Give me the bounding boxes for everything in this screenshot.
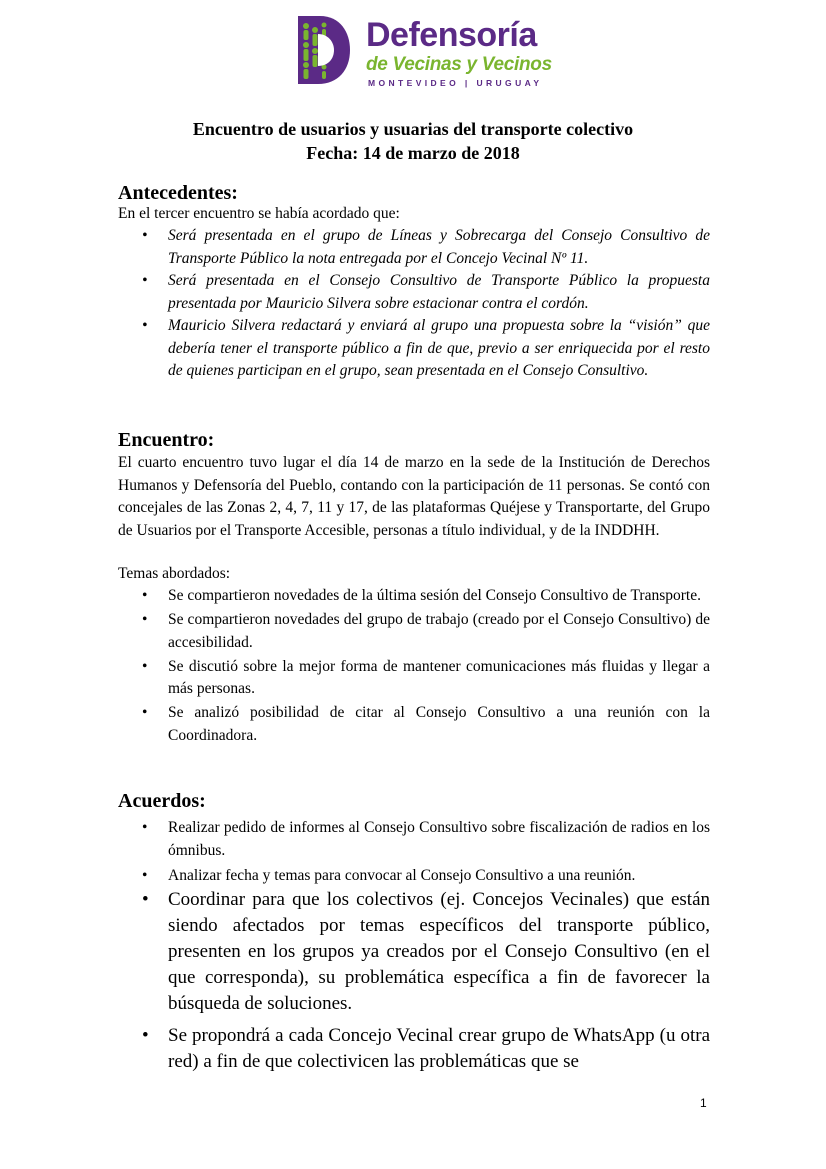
list-item: • Se compartieron novedades de la última sesión del Consejo Consultivo de Transporte. xyxy=(118,585,710,608)
defensoria-d-logo-icon xyxy=(294,12,352,88)
acuerdos-heading: Acuerdos: xyxy=(118,790,206,812)
logo-title: Defensoría xyxy=(366,16,537,54)
encuentro-paragraph: El cuarto encuentro tuvo lugar el día 14 de marzo en la sede de la Institución de Derechos Humanos y Defensoría del Pueblo, contando con la participación de 11 personas. Se contó con concejales de las Zonas 2, 4, 7, 11 y 17, de las plataformas Quéjese y Transportarte, del Grupo de Usuarios por el Transporte Accesible, personas a título individual, y de la INDDHH. xyxy=(118,454,710,539)
acuerdos-list-large xyxy=(118,887,710,1081)
antecedentes-list xyxy=(118,225,710,383)
list-item: • Se analizó posibilidad de citar al Consejo Consultivo a una reunión con la Coordinadora. xyxy=(118,702,710,747)
logo-city: MONTEVIDEO | URUGUAY xyxy=(368,78,543,88)
document-date: Fecha: 14 de marzo de 2018 xyxy=(306,143,520,163)
list-item: • Se propondrá a cada Concejo Vecinal crear grupo de WhatsApp (u otra red) a fin de que colectivicen las problemáticas que se xyxy=(118,1023,710,1075)
acuerdos-list-small xyxy=(118,817,710,891)
list-item: • Mauricio Silvera redactará y enviará al grupo una propuesta sobre la “visión” que debería tener el transporte público a fin de que, previo a ser enriquecida por el resto de quienes participan en el grupo, sean presentada en el Consejo Consultivo. xyxy=(118,315,710,383)
topics-list xyxy=(118,585,710,749)
antecedentes-heading: Antecedentes: xyxy=(118,182,238,204)
antecedentes-intro: En el tercer encuentro se había acordado que: xyxy=(118,205,400,222)
document-title: Encuentro de usuarios y usuarias del transporte colectivo xyxy=(192,119,634,139)
encuentro-heading: Encuentro: xyxy=(118,429,215,451)
page-number: 1 xyxy=(700,1096,707,1110)
list-item: • Se discutió sobre la mejor forma de mantener comunicaciones más fluidas y llegar a más personas. xyxy=(118,656,710,701)
list-item: • Se compartieron novedades del grupo de trabajo (creado por el Consejo Consultivo) de accesibilidad. xyxy=(118,609,710,654)
organization-logo xyxy=(294,12,556,90)
logo-subtitle: de Vecinas y Vecinos xyxy=(366,54,552,75)
list-item: • Realizar pedido de informes al Consejo Consultivo sobre fiscalización de radios en los ómnibus. xyxy=(118,817,710,862)
list-item: • Será presentada en el Consejo Consultivo de Transporte Público la propuesta presentada por Mauricio Silvera sobre estacionar contra el cordón. xyxy=(118,270,710,315)
list-item: • Analizar fecha y temas para convocar al Consejo Consultivo a una reunión. xyxy=(118,865,710,888)
list-item: • Coordinar para que los colectivos (ej. Concejos Vecinales) que están siendo afectados por temas específicos del transporte público, presenten en los grupos ya creados por el Consejo Consultivo (en el que corresponda), su problemática específica a fin de favorecer la búsqueda de soluciones. xyxy=(118,887,710,1017)
list-item: • Será presentada en el grupo de Líneas y Sobrecarga del Consejo Consultivo de Transporte Público la nota entregada por el Concejo Vecinal Nº 11. xyxy=(118,225,710,270)
topics-label: Temas abordados: xyxy=(118,565,231,582)
